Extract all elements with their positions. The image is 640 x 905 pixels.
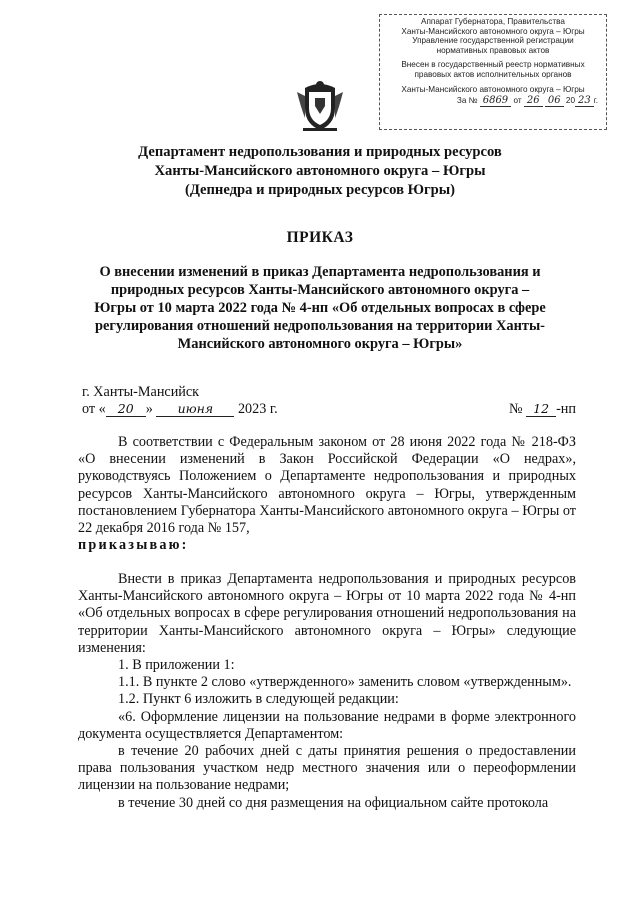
stamp-line: нормативных правовых актов xyxy=(436,45,550,55)
stamp-reg-number: 6869 xyxy=(480,95,511,107)
stamp-reg-year-prefix: 20 xyxy=(565,96,575,106)
subject-line: О внесении изменений в приказ Департамента недропользования и xyxy=(99,264,541,280)
stamp-reg-suffix: г. xyxy=(593,96,598,106)
preamble xyxy=(78,434,576,554)
stamp-line: Управление государственной регистрации xyxy=(412,36,574,46)
order-word: приказываю: xyxy=(78,537,189,554)
date-year: 2023 г. xyxy=(237,401,278,417)
paragraph: «6. Оформление лицензии на пользование недрами в форме электронного документа осуществляется Департаментом: xyxy=(78,708,576,742)
stamp-line: Ханты-Мансийского автономного округа – Югры xyxy=(401,26,585,36)
order-number xyxy=(509,401,576,418)
coat-of-arms-icon xyxy=(295,78,345,134)
number-prefix: № xyxy=(508,401,523,417)
subject-line: природных ресурсов Ханты-Мансийского автономного округа – xyxy=(110,282,530,298)
dept-line: Департамент недропользования и природных ресурсов xyxy=(138,144,502,160)
paragraph: в течение 20 рабочих дней с даты принятия решения о предоставлении права пользования участком недр местного значения или о переоформлении лицензии на пользование недрами; xyxy=(78,743,576,794)
stamp-line: Внесен в государственный реестр нормативных xyxy=(401,60,585,70)
number-suffix: -нп xyxy=(556,401,576,417)
city-name: г. Ханты-Мансийск xyxy=(82,384,200,400)
stamp-reg-day: 26 xyxy=(524,95,543,107)
department-name xyxy=(60,143,580,200)
date-day: 20 xyxy=(106,401,146,417)
stamp-reg-year: 23 xyxy=(575,95,594,107)
paragraph: в течение 30 дней со дня размещения на официальном сайте протокола xyxy=(118,794,549,811)
order-subject xyxy=(60,263,580,353)
stamp-line: Ханты-Мансийского автономного округа – Югры xyxy=(401,84,585,94)
number-value: 12 xyxy=(526,401,556,417)
preamble-paragraph: В соответствии с Федеральным законом от 28 июня 2022 года № 218-ФЗ «О внесении изменений в Закон Российской Федерации «О недрах», руководствуясь Положением о Департаменте недропользования и природных ресурсов Ханты-Мансийского автономного округа – Югры, утвержденным постановлением Губернатора Ханты-Мансийского автономного округа – Югры от 22 декабря 2016 года № 157, xyxy=(78,434,576,537)
stamp-reg-month: 06 xyxy=(545,95,564,107)
paragraph: Внести в приказ Департамента недропользования и природных ресурсов Ханты-Мансийского автономного округа – Югры от 10 марта 2022 года № 4-нп «Об отдельных вопросах в сфере регулирования отношений недропользования на территории Ханты-Мансийского автономного округа – Югры» следующие изменения: xyxy=(78,571,576,656)
paragraph: 1.1. В пункте 2 слово «утвержденного» заменить словом «утвержденным». xyxy=(118,674,572,691)
dept-line: (Депнедра и природных ресурсов Югры) xyxy=(184,182,456,198)
date-month: июня xyxy=(156,401,234,417)
date-quote: » xyxy=(145,401,153,417)
stamp-reg-prefix: За № xyxy=(456,96,478,106)
subject-line: Мансийского автономного округа – Югры» xyxy=(177,336,463,352)
date-from-label: от « xyxy=(82,401,106,417)
document-title: ПРИКАЗ xyxy=(286,229,354,246)
dept-line: Ханты-Мансийского автономного округа – Югры xyxy=(154,163,486,179)
order-content xyxy=(78,571,576,812)
stamp-line: Аппарат Губернатора, Правительства xyxy=(421,17,565,26)
subject-line: регулирования отношений недропользования на территории Ханты- xyxy=(95,318,545,334)
order-date-line xyxy=(82,401,576,418)
paragraph: 1.2. Пункт 6 изложить в следующей редакции: xyxy=(118,691,399,708)
stamp-reg-from: от xyxy=(513,96,522,106)
subject-line: Югры от 10 марта 2022 года № 4-нп «Об отдельных вопросах в сфере xyxy=(94,300,546,316)
paragraph: 1. В приложении 1: xyxy=(118,657,235,674)
stamp-registration-number xyxy=(380,96,606,106)
stamp-line: правовых актов исполнительных органов xyxy=(414,69,572,79)
order-directive xyxy=(78,537,576,554)
registration-stamp xyxy=(379,14,607,130)
